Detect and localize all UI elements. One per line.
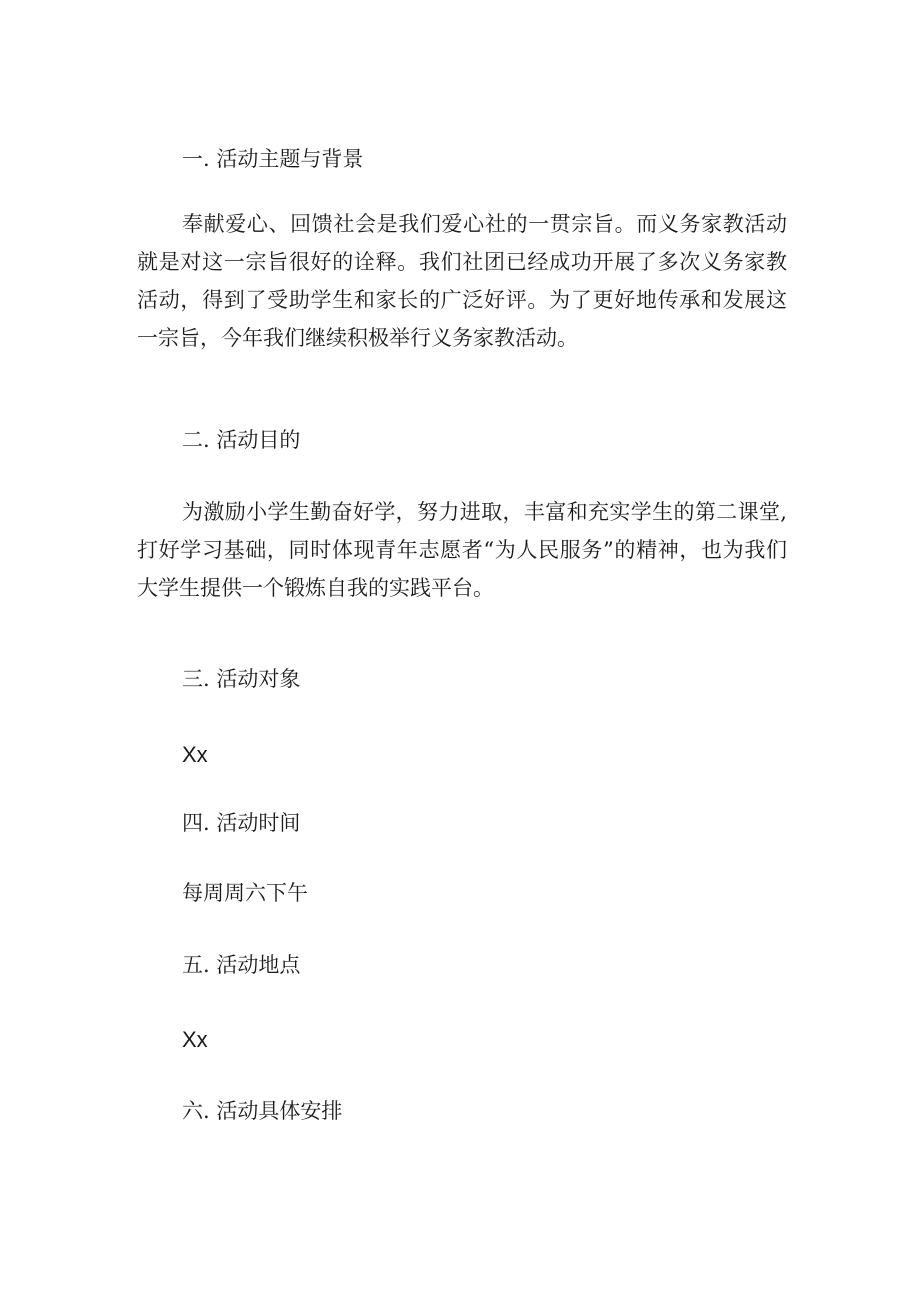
section-heading-target: 三. 活动对象 xyxy=(182,667,301,691)
section-heading-theme: 一. 活动主题与背景 xyxy=(182,147,364,171)
section-body-purpose: 为激励小学生勤奋好学，努力进取，丰富和充实学生的第二课堂, 打好学习基础，同时体现青年志愿者“为人民服务”的精神，也为我们大学生提供一个锻炼自我的实践平台。 xyxy=(137,500,787,600)
section-body-theme: 奉献爱心、回馈社会是我们爱心社的一贯宗旨。而义务家教活动就是对这一宗旨很好的诠释。我们社团已经成功开展了多次义务家教活动，得到了受助学生和家长的广泛好评。为了更好地传承和发展这一宗旨，今年我们继续积极举行义务家教活动。 xyxy=(137,212,787,350)
section-heading-time: 四. 活动时间 xyxy=(182,811,301,835)
section-body-time: 每周周六下午 xyxy=(182,881,308,905)
section-body-location: Xx xyxy=(182,1027,208,1052)
section-heading-schedule: 六. 活动具体安排 xyxy=(182,1099,343,1123)
section-body-target: Xx xyxy=(182,742,208,767)
section-heading-purpose: 二. 活动目的 xyxy=(182,428,301,452)
section-heading-location: 五. 活动地点 xyxy=(182,953,301,977)
